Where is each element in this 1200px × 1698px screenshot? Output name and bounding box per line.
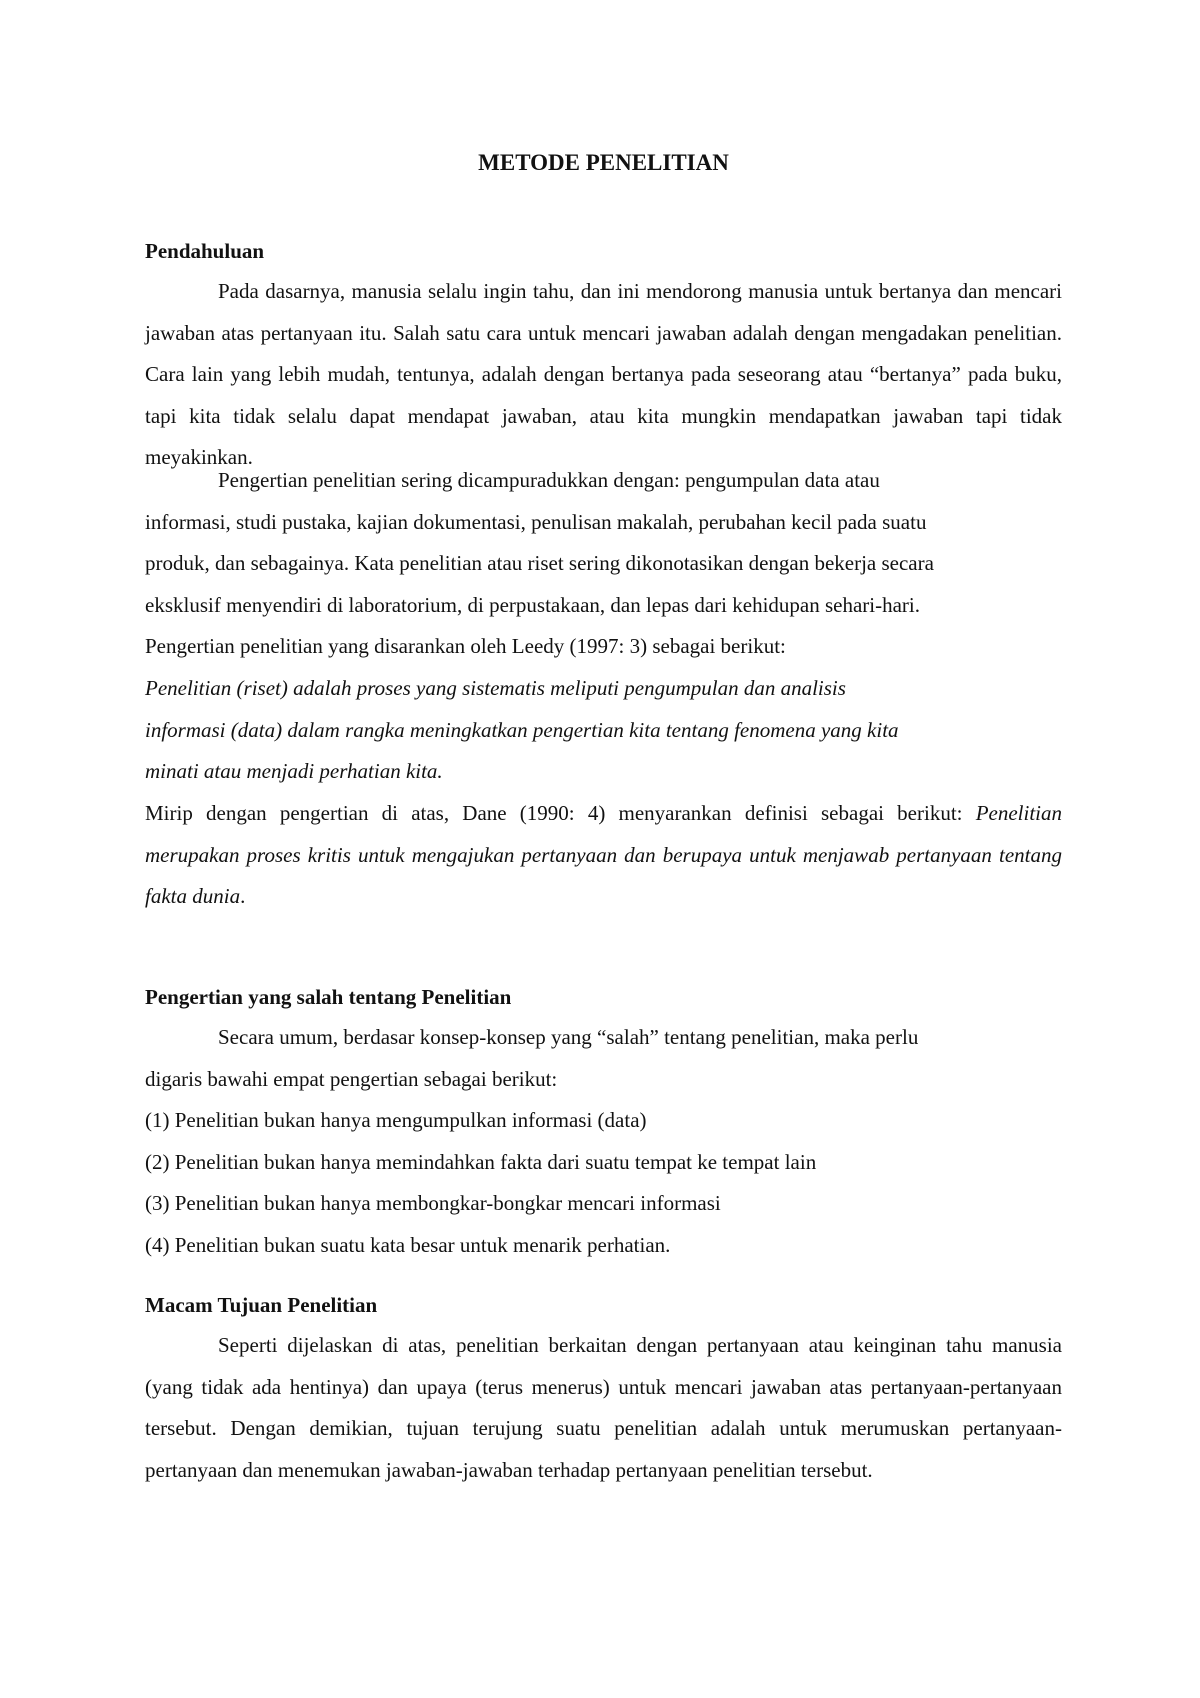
section-heading-pengertian-salah: Pengertian yang salah tentang Penelitian [145,985,512,1009]
dane-definition-end: . [240,884,246,909]
document-title: METODE PENELITIAN [478,150,729,175]
paragraph-line: digaris bawahi empat pengertian sebagai berikut: [145,1066,558,1091]
paragraph-dane-definition [145,793,1062,918]
quote-line: minati atau menjadi perhatian kita. [145,759,443,784]
paragraph-tujuan-penelitian: Seperti dijelaskan di atas, penelitian berkaitan dengan pertanyaan atau keinginan tahu manusia (yang tidak ada hentinya) dan upaya (terus menerus) untuk mencari jawaban atas pertanyaan-pertanyaan tersebut. Dengan demikian, tujuan terujung suatu penelitian adalah untuk merumuskan pertanyaan-pertanyaan dan menemukan jawaban-jawaban terhadap pertanyaan penelitian tersebut. [145,1333,1062,1482]
document-page [145,0,1062,1698]
paragraph-line: eksklusif menyendiri di laboratorium, di perpustakaan, dan lepas dari kehidupan sehari-hari. [145,592,921,617]
quote-leedy [145,668,1062,793]
list-item: (3) Penelitian bukan hanya membongkar-bongkar mencari informasi [145,1191,721,1216]
paragraph-pendahuluan-2 [145,460,1062,668]
list-pengertian-salah [145,1100,1062,1266]
quote-line: informasi (data) dalam rangka meningkatkan pengertian kita tentang fenomena yang kita [145,717,899,742]
paragraph-line: Pengertian penelitian sering dicampuradukkan dengan: pengumpulan data atau [218,468,880,492]
dane-definition-quote: Penelitian merupakan proses kritis untuk mengajukan pertanyaan dan berupaya untuk menjawab pertanyaan tentang fakta dunia [145,801,1062,909]
section-heading-tujuan-penelitian: Macam Tujuan Penelitian [145,1293,378,1317]
list-item: (4) Penelitian bukan suatu kata besar untuk menarik perhatian. [145,1232,671,1257]
list-item: (2) Penelitian bukan hanya memindahkan fakta dari suatu tempat ke tempat lain [145,1149,817,1174]
section-heading-pendahuluan: Pendahuluan [145,239,265,263]
paragraph-pengertian-salah-intro [145,1017,1062,1100]
paragraph-line: Pengertian penelitian yang disarankan oleh Leedy (1997: 3) sebagai berikut: [145,634,786,659]
paragraph-line: produk, dan sebagainya. Kata penelitian atau riset sering dikonotasikan dengan bekerja secara [145,551,934,576]
dane-intro-text: Mirip dengan pengertian di atas, Dane (1990: 4) menyarankan definisi sebagai berikut: [145,801,976,825]
paragraph-line: informasi, studi pustaka, kajian dokumentasi, penulisan makalah, perubahan kecil pada suatu [145,509,927,534]
paragraph-line: Secara umum, berdasar konsep-konsep yang “salah” tentang penelitian, maka perlu [218,1025,919,1049]
paragraph-pendahuluan-1: Pada dasarnya, manusia selalu ingin tahu, dan ini mendorong manusia untuk bertanya dan mencari jawaban atas pertanyaan itu. Salah satu cara untuk mencari jawaban adalah dengan mengadakan penelitian. Cara lain yang lebih mudah, tentunya, adalah dengan bertanya pada seseorang atau “bertanya” pada buku, tapi kita tidak selalu dapat mendapat jawaban, atau kita mungkin mendapatkan jawaban tapi tidak meyakinkan. [145,279,1062,470]
list-item: (1) Penelitian bukan hanya mengumpulkan informasi (data) [145,1108,647,1132]
quote-line: Penelitian (riset) adalah proses yang sistematis meliputi pengumpulan dan analisis [145,676,846,700]
